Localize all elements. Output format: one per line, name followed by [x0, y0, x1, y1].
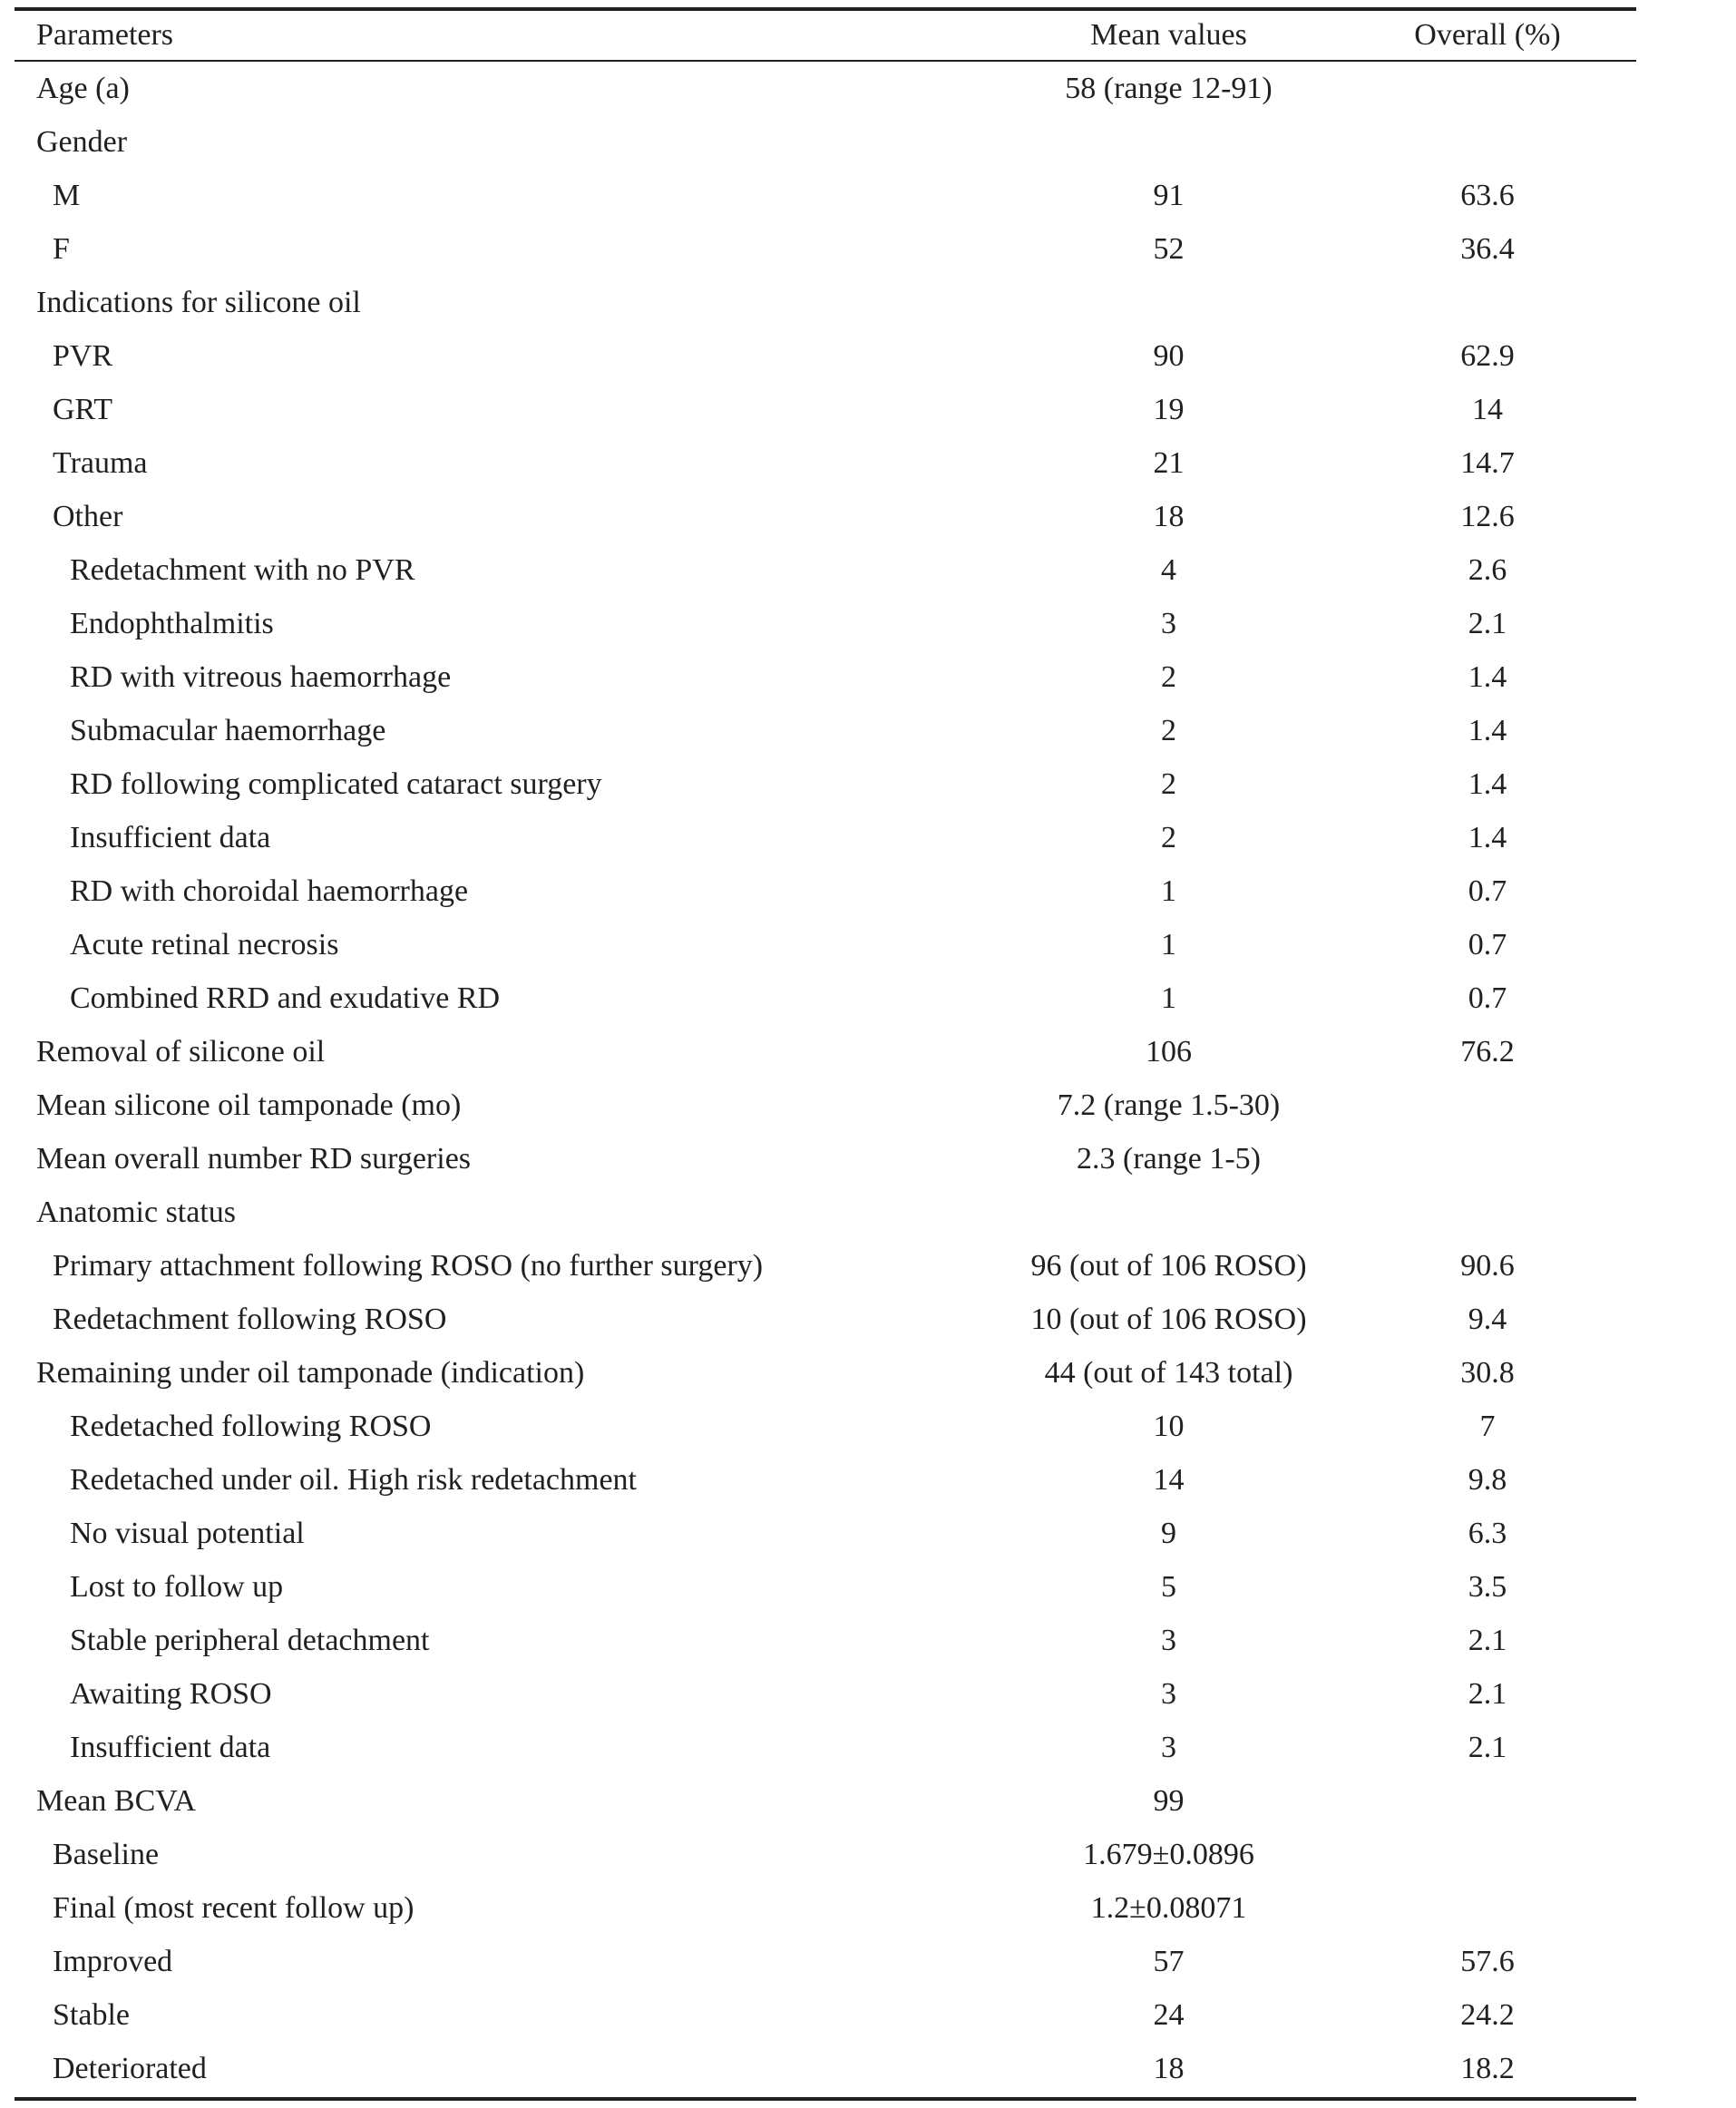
- table-row: [15, 1614, 1636, 1667]
- row-mean-value: 3: [1161, 1677, 1176, 1711]
- row-mean-value: 90: [1153, 339, 1185, 373]
- table-row: [15, 1293, 1636, 1346]
- row-parameter-label: Final (most recent follow up): [53, 1891, 414, 1925]
- row-overall-percent: 1.4: [1468, 660, 1507, 694]
- table-row: [15, 1186, 1636, 1239]
- row-parameter-label: No visual potential: [70, 1517, 305, 1550]
- row-parameter-label: Acute retinal necrosis: [70, 928, 339, 961]
- row-parameter-label: Endophthalmitis: [70, 607, 274, 640]
- row-mean-value: 1: [1161, 928, 1176, 961]
- row-parameter-label: Redetachment following ROSO: [53, 1303, 447, 1336]
- row-mean-value: 3: [1161, 1624, 1176, 1657]
- row-parameter-label: Removal of silicone oil: [36, 1035, 326, 1069]
- row-overall-percent: [1339, 62, 1636, 115]
- row-parameter-label: Mean silicone oil tamponade (mo): [36, 1088, 462, 1122]
- row-parameter-label: Submacular haemorrhage: [70, 714, 386, 747]
- row-parameter-label: Gender: [36, 125, 128, 159]
- row-overall-percent: 14: [1472, 393, 1503, 426]
- row-mean-value: 10 (out of 106 ROSO): [1030, 1303, 1307, 1336]
- row-mean-value: 96 (out of 106 ROSO): [1030, 1249, 1307, 1283]
- table-row: [15, 543, 1636, 597]
- table-row: [15, 276, 1636, 329]
- row-overall-percent: 2.1: [1468, 1677, 1507, 1711]
- row-mean-value: 58 (range 12-91): [1065, 72, 1273, 105]
- row-parameter-label: F: [53, 232, 70, 266]
- row-mean-value: 1: [1161, 874, 1176, 908]
- row-overall-percent: [1339, 1881, 1636, 1935]
- row-mean-value: 106: [1146, 1035, 1192, 1069]
- row-mean-value: 18: [1153, 500, 1185, 533]
- parameters-table: [15, 11, 1636, 60]
- row-parameter-label: RD following complicated cataract surgery: [70, 767, 602, 801]
- row-overall-percent: 76.2: [1460, 1035, 1515, 1069]
- row-parameter-label: Redetached under oil. High risk redetachment: [70, 1463, 637, 1497]
- row-overall-percent: [1339, 1828, 1636, 1881]
- table-row: [15, 918, 1636, 971]
- table-row: [15, 222, 1636, 276]
- table-row: [15, 383, 1636, 436]
- row-parameter-label: RD with choroidal haemorrhage: [70, 874, 469, 908]
- row-mean-value: 99: [1153, 1784, 1185, 1818]
- table-row: [15, 1400, 1636, 1453]
- row-parameter-label: Stable: [53, 1998, 130, 2032]
- row-parameter-label: Insufficient data: [70, 821, 271, 854]
- row-mean-value: 1: [1161, 981, 1176, 1015]
- table-body: [15, 62, 1636, 2095]
- table-row: [15, 1667, 1636, 1721]
- row-mean-value: 1.2±0.08071: [1090, 1891, 1247, 1925]
- row-mean-value: 10: [1153, 1410, 1185, 1443]
- row-parameter-label: Redetachment with no PVR: [70, 553, 415, 587]
- row-overall-percent: 9.8: [1468, 1463, 1507, 1497]
- row-overall-percent: 62.9: [1460, 339, 1515, 373]
- table-row: [15, 864, 1636, 918]
- row-parameter-label: Insufficient data: [70, 1731, 271, 1764]
- row-overall-percent: 9.4: [1468, 1303, 1507, 1336]
- row-mean-value: 24: [1153, 1998, 1185, 2032]
- row-mean-value: 3: [1161, 607, 1176, 640]
- row-mean-value: 4: [1161, 553, 1176, 587]
- row-overall-percent: 2.6: [1468, 553, 1507, 587]
- row-overall-percent: 1.4: [1468, 714, 1507, 747]
- row-parameter-label: Deteriorated: [53, 2052, 207, 2085]
- row-parameter-label: Improved: [53, 1945, 173, 1978]
- row-mean-value: 14: [1153, 1463, 1185, 1497]
- row-parameter-label: Anatomic status: [36, 1196, 237, 1229]
- row-overall-percent: 0.7: [1468, 981, 1507, 1015]
- table-row: [15, 1935, 1636, 1988]
- row-overall-percent: 0.7: [1468, 928, 1507, 961]
- row-overall-percent: 3.5: [1468, 1570, 1507, 1604]
- table-row: [15, 1346, 1636, 1400]
- row-parameter-label: Age (a): [36, 72, 130, 105]
- row-parameter-label: M: [53, 179, 81, 212]
- row-mean-value: 91: [1153, 179, 1185, 212]
- row-overall-percent: [1339, 1186, 1636, 1239]
- row-overall-percent: [1339, 1078, 1636, 1132]
- row-parameter-label: Trauma: [53, 446, 148, 480]
- row-mean-value: 2: [1161, 660, 1176, 694]
- table-row: [15, 1132, 1636, 1186]
- row-mean-value: 44 (out of 143 total): [1044, 1356, 1293, 1390]
- table-row: [15, 490, 1636, 543]
- row-overall-percent: 57.6: [1460, 1945, 1515, 1978]
- table-row: [15, 757, 1636, 811]
- row-overall-percent: 7: [1479, 1410, 1496, 1443]
- table-row: [15, 1774, 1636, 1828]
- table-row: [15, 1828, 1636, 1881]
- row-mean-value: [999, 1186, 1339, 1239]
- row-overall-percent: [1339, 276, 1636, 329]
- row-overall-percent: 2.1: [1468, 1624, 1507, 1657]
- row-parameter-label: Remaining under oil tamponade (indication): [36, 1356, 585, 1390]
- row-parameter-label: Redetached following ROSO: [70, 1410, 432, 1443]
- row-mean-value: [999, 276, 1339, 329]
- row-mean-value: 5: [1161, 1570, 1176, 1604]
- table-row: [15, 115, 1636, 169]
- row-parameter-label: Mean BCVA: [36, 1784, 196, 1818]
- row-overall-percent: 30.8: [1460, 1356, 1515, 1390]
- row-overall-percent: 18.2: [1460, 2052, 1515, 2085]
- table-row: [15, 597, 1636, 650]
- table-row: [15, 971, 1636, 1025]
- row-mean-value: 2: [1161, 767, 1176, 801]
- table-row: [15, 811, 1636, 864]
- table-row: [15, 62, 1636, 115]
- header-mean-values: Mean values: [1090, 18, 1247, 52]
- row-parameter-label: Awaiting ROSO: [70, 1677, 272, 1711]
- header-overall-percent: Overall (%): [1414, 18, 1561, 52]
- row-overall-percent: 1.4: [1468, 767, 1507, 801]
- row-mean-value: 9: [1161, 1517, 1176, 1550]
- table-bottom-rule: [15, 2097, 1636, 2101]
- table-row: [15, 1560, 1636, 1614]
- row-overall-percent: 90.6: [1460, 1249, 1515, 1283]
- row-overall-percent: 12.6: [1460, 500, 1515, 533]
- row-parameter-label: Combined RRD and exudative RD: [70, 981, 501, 1015]
- row-overall-percent: 36.4: [1460, 232, 1515, 266]
- table-row: [15, 1881, 1636, 1935]
- row-mean-value: 57: [1153, 1945, 1185, 1978]
- row-parameter-label: Indications for silicone oil: [36, 286, 361, 319]
- table-row: [15, 329, 1636, 383]
- table-row: [15, 1721, 1636, 1774]
- table-row: [15, 1453, 1636, 1507]
- header-row: [15, 11, 1636, 60]
- row-mean-value: 7.2 (range 1.5-30): [1057, 1088, 1281, 1122]
- row-overall-percent: 2.1: [1468, 1731, 1507, 1764]
- row-mean-value: 3: [1161, 1731, 1176, 1764]
- table-row: [15, 436, 1636, 490]
- row-mean-value: 2: [1161, 821, 1176, 854]
- table-row: [15, 704, 1636, 757]
- row-parameter-label: Other: [53, 500, 123, 533]
- row-overall-percent: [1339, 1132, 1636, 1186]
- row-overall-percent: 14.7: [1460, 446, 1515, 480]
- row-parameter-label: RD with vitreous haemorrhage: [70, 660, 452, 694]
- row-parameter-label: Stable peripheral detachment: [70, 1624, 430, 1657]
- table-row: [15, 1078, 1636, 1132]
- row-mean-value: 19: [1153, 393, 1185, 426]
- row-parameter-label: GRT: [53, 393, 112, 426]
- row-overall-percent: [1339, 115, 1636, 169]
- row-overall-percent: [1339, 1774, 1636, 1828]
- table-header: [15, 11, 1636, 60]
- row-overall-percent: 6.3: [1468, 1517, 1507, 1550]
- row-overall-percent: 24.2: [1460, 1998, 1515, 2032]
- row-parameter-label: Lost to follow up: [70, 1570, 284, 1604]
- row-mean-value: 18: [1153, 2052, 1185, 2085]
- row-parameter-label: Primary attachment following ROSO (no further surgery): [53, 1249, 764, 1283]
- row-mean-value: 21: [1153, 446, 1185, 480]
- row-mean-value: 1.679±0.0896: [1083, 1838, 1254, 1871]
- table-row: [15, 169, 1636, 222]
- row-overall-percent: 1.4: [1468, 821, 1507, 854]
- row-mean-value: 2.3 (range 1-5): [1077, 1142, 1261, 1176]
- table-row: [15, 1025, 1636, 1078]
- row-mean-value: 52: [1153, 232, 1185, 266]
- row-overall-percent: 2.1: [1468, 607, 1507, 640]
- row-mean-value: [999, 115, 1339, 169]
- row-parameter-label: Baseline: [53, 1838, 160, 1871]
- row-parameter-label: PVR: [53, 339, 113, 373]
- data-table-container: [15, 7, 1636, 2101]
- row-mean-value: 2: [1161, 714, 1176, 747]
- table-row: [15, 650, 1636, 704]
- row-overall-percent: 63.6: [1460, 179, 1515, 212]
- header-parameters: Parameters: [36, 18, 174, 52]
- row-parameter-label: Mean overall number RD surgeries: [36, 1142, 472, 1176]
- table-row: [15, 1988, 1636, 2042]
- table-row: [15, 2042, 1636, 2095]
- table-row: [15, 1507, 1636, 1560]
- row-overall-percent: 0.7: [1468, 874, 1507, 908]
- table-row: [15, 1239, 1636, 1293]
- parameters-table-body: [15, 62, 1636, 2095]
